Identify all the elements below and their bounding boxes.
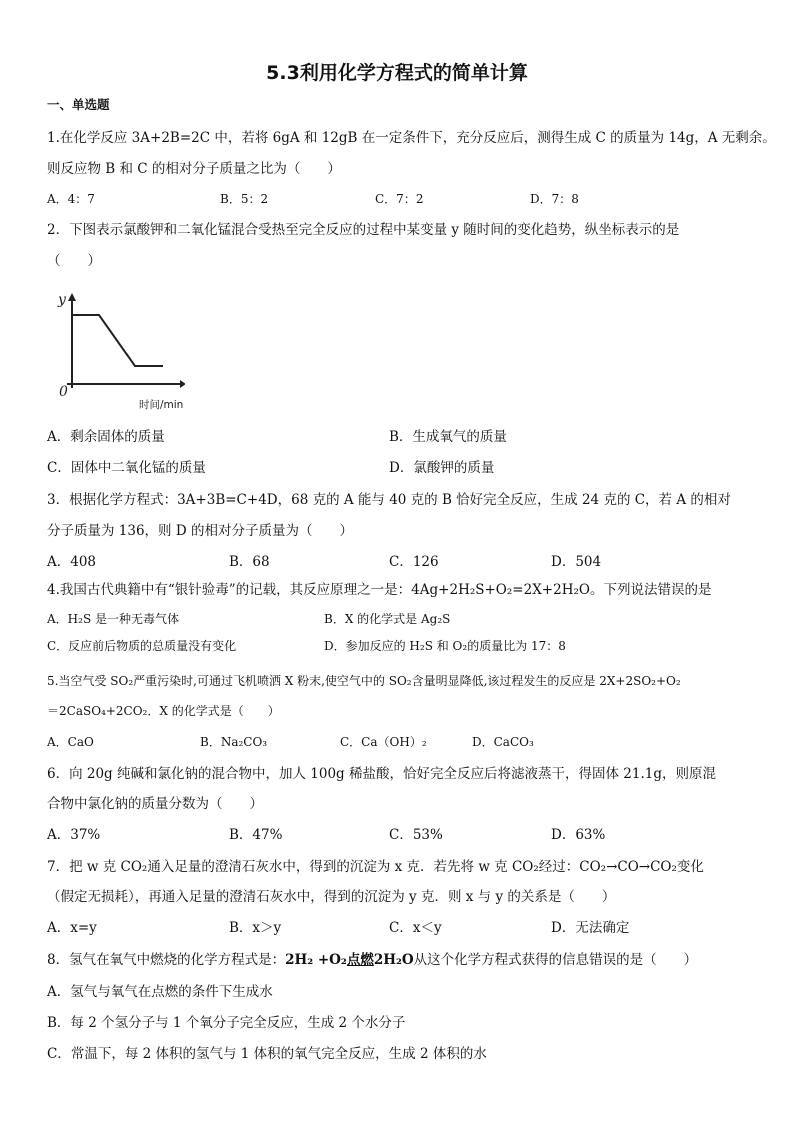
line-graph: [55, 288, 185, 413]
question-5-stem: 5.当空气受 SO₂严重污染时,可通过飞机喷洒 X 粉末,使空气中的 SO₂含量明显降低,该过程发生的反应是 2X+2SO₂+O₂: [47, 674, 681, 688]
question-3-stem: 3．根据化学方程式：3A+3B=C+4D，68 克的 A 能与 40 克的 B 恰好完全反应，生成 24 克的 C，若 A 的相对: [47, 492, 731, 508]
question-5-stem-cont: ＝2CaSO₄+2CO₂．X 的化学式是（ ）: [47, 704, 280, 718]
q6-option-c: C．53%: [389, 827, 443, 843]
q8-option-b: B．每 2 个氢分子与 1 个氧分子完全反应，生成 2 个水分子: [47, 1015, 406, 1031]
q5-option-d: D．CaCO₃: [472, 735, 534, 749]
question-4-stem: 4.我国古代典籍中有“银针验毒”的记载，其反应原理之一是：4Ag+2H₂S+O₂=2X+2H₂O。下列说法错误的是: [47, 582, 712, 598]
q8-eq-left: 2H₂ +O₂: [285, 952, 347, 968]
q7-option-d: D．无法确定: [551, 920, 630, 936]
q3-option-b: B．68: [229, 554, 270, 570]
q8-option-c: C．常温下，每 2 体积的氢气与 1 体积的氧气完全反应，生成 2 体积的水: [47, 1046, 487, 1062]
section-heading: 一、单选题: [47, 97, 110, 112]
q5-option-c: C．Ca（OH）₂: [340, 735, 427, 749]
question-8-stem: [47, 950, 697, 970]
y-axis-label: y: [58, 292, 66, 308]
q6-option-d: D．63%: [551, 827, 606, 843]
question-2-stem: 2．下图表示氯酸钾和二氧化锰混合受热至完全反应的过程中某变量 y 随时间的变化趋势，纵坐标表示的是: [47, 222, 680, 238]
q1-option-d: D．7：8: [530, 192, 579, 206]
q8-suffix: 从这个化学方程式获得的信息错误的是（ ）: [413, 952, 698, 968]
q1-option-b: B．5：2: [220, 192, 269, 206]
question-3-stem-cont: 分子质量为 136，则 D 的相对分子质量为（ ）: [47, 523, 353, 539]
question-6-stem-cont: 合物中氯化钠的质量分数为（ ）: [47, 796, 263, 812]
q2-option-b: B．生成氧气的质量: [389, 429, 507, 445]
q4-option-d: D．参加反应的 H₂S 和 O₂的质量比为 17：8: [324, 639, 566, 653]
question-7-stem-cont: （假定无损耗），再通入足量的澄清石灰水中，得到的沉淀为 y 克．则 x 与 y 的关系是（ ）: [47, 889, 616, 905]
q6-option-a: A．37%: [47, 827, 101, 843]
q4-option-c: C．反应前后物质的总质量没有变化: [47, 639, 237, 653]
question-1-stem: 1.在化学反应 3A+2B=2C 中，若将 6gA 和 12gB 在一定条件下，充分反应后，测得生成 C 的质量为 14g，A 无剩余。: [47, 130, 776, 146]
x-axis-label: 时间/min: [139, 399, 184, 411]
q8-prefix: 8．氢气在氧气中燃烧的化学方程式是：: [47, 952, 286, 968]
origin-label: 0: [59, 384, 68, 400]
q8-option-a: A．氢气与氧气在点燃的条件下生成水: [47, 984, 273, 1000]
q3-option-a: A．408: [47, 554, 97, 570]
question-2-graph: [55, 288, 185, 413]
q8-eq-right: 2H₂O: [373, 952, 414, 968]
q1-option-c: C．7：2: [375, 192, 424, 206]
q4-option-a: A．H₂S 是一种无毒气体: [47, 612, 179, 626]
q7-option-a: A．x=y: [47, 920, 97, 936]
trend-line: [72, 315, 163, 366]
q4-option-b: B．X 的化学式是 Ag₂S: [324, 612, 451, 626]
q7-option-c: C．x＜y: [389, 920, 442, 936]
q3-option-c: C．126: [389, 554, 439, 570]
page-title: 5.3利用化学方程式的简单计算: [266, 62, 528, 84]
q2-option-c: C．固体中二氧化锰的质量: [47, 460, 206, 476]
y-axis-arrow: [68, 293, 76, 301]
q1-option-a: A．4：7: [47, 192, 95, 206]
question-2-stem-cont: （ ）: [47, 253, 101, 269]
x-axis-arrow: [180, 380, 185, 388]
q6-option-b: B．47%: [229, 827, 283, 843]
q3-option-d: D．504: [551, 554, 602, 570]
question-6-stem: 6．向 20g 纯碱和氯化钠的混合物中，加人 100g 稀盐酸，恰好完全反应后将滤液蒸干，得固体 21.1g，则原混: [47, 766, 716, 782]
q7-option-b: B．x＞y: [229, 920, 282, 936]
q5-option-a: A．CaO: [47, 735, 94, 749]
q5-option-b: B．Na₂CO₃: [200, 735, 268, 749]
q2-option-d: D．氯酸钾的质量: [389, 460, 495, 476]
question-7-stem: 7．把 w 克 CO₂通入足量的澄清石灰水中，得到的沉淀为 x 克．若先将 w 克 CO₂经过：CO₂→CO→CO₂变化: [47, 859, 704, 875]
q8-eq-condition: 点燃: [346, 952, 374, 968]
question-1-stem-cont: 则反应物 B 和 C 的相对分子质量之比为（ ）: [47, 161, 341, 177]
q2-option-a: A．剩余固体的质量: [47, 429, 165, 445]
